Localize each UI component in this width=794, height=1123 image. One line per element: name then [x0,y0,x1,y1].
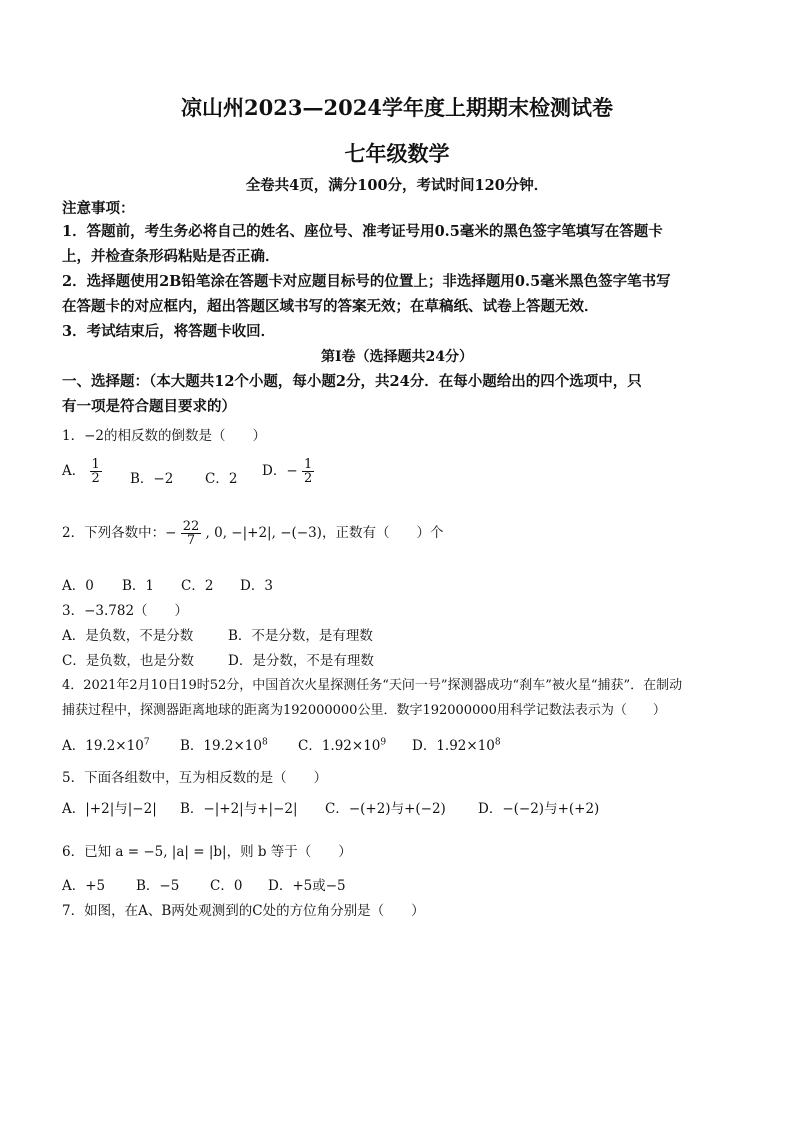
fraction-denominator: 2 [91,471,100,486]
option-label: A．19.2×10 [62,738,144,754]
exponent: 8 [494,737,501,748]
part-title: 第Ⅰ卷（选择题共24分） [320,349,474,365]
stem-text: 2．下列各数中：− [62,525,177,541]
question-5-option-d: D．−(−2)与+(+2) [478,801,600,817]
section-heading-b: 有一项是符合题目要求的） [62,398,236,415]
question-3-option-c: C．是负数，也是分数 [62,653,194,669]
note-2b: 在答题卡的对应框内，超出答题区域书写的答案无效；在草稿纸、试卷上答题无效． [62,298,599,315]
question-2-stem [62,520,443,547]
question-6-option-a: A．+5 [62,878,106,894]
question-5-stem: 5．下面各组数中，互为相反数的是（ ） [62,770,328,786]
question-2-option-c: C．2 [181,578,214,594]
notes-heading: 注意事项： [62,200,135,217]
question-1-option-a [62,458,102,485]
fraction-denominator: 2 [303,471,313,486]
option-label: D．− [262,463,298,479]
question-6-option-c: C．0 [210,878,243,894]
question-3-option-a: A．是负数，不是分数 [62,628,194,644]
question-2-option-a: A．0 [62,578,94,594]
note-3: 3．考试结束后，将答题卡收回． [62,323,276,340]
question-3-option-b: B．不是分数，是有理数 [228,628,373,644]
fraction-numerator: 1 [303,457,313,472]
question-1-stem: 1．−2的相反数的倒数是（ ） [62,428,266,444]
question-6-option-b: B．−5 [136,878,180,894]
question-1-option-b: B．−2 [130,471,174,487]
question-1-option-c: C．2 [205,471,238,487]
question-4-option-a [62,734,150,754]
note-1b: 上，并检查条形码粘贴是否正确． [62,248,280,265]
question-3-stem: 3．−3.782（ ） [62,603,189,619]
question-5-option-b: B．−|+2|与+|−2| [180,801,298,817]
question-2-option-b: B．1 [122,578,155,594]
question-4-stem-b: 捕获过程中，探测器距离地球的距离为192000000公里．数字192000000用科学记数法表示为（ ） [62,703,666,718]
exam-info: 全卷共4页，满分100分，考试时间120分钟． [245,177,549,194]
exam-title: 凉山州2023—2024学年度上期期末检测试卷 [181,95,613,120]
question-5-option-a: A．|+2|与|−2| [62,801,157,817]
exponent: 8 [261,737,268,748]
exponent: 9 [380,737,387,748]
question-3-option-d: D．是分数，不是有理数 [228,653,374,669]
fraction-numerator: 1 [91,457,100,472]
option-label: B．19.2×10 [180,738,262,754]
stem-text: , 0, −|+2|, −(−3)，正数有（ ）个 [205,525,444,541]
note-2a: 2．选择题使用2B铅笔涂在答题卡对应题目标号的位置上；非选择题用0.5毫米黑色签字笔书写 [62,273,671,290]
question-6-stem: 6．已知 a = −5, |a| = |b|，则 b 等于（ ） [62,844,352,860]
question-4-option-d [412,734,501,754]
fraction [302,458,314,485]
exponent: 7 [143,737,150,748]
exam-subtitle: 七年级数学 [344,141,450,166]
fraction-numerator: 22 [182,519,200,534]
option-label: C．1.92×10 [298,738,381,754]
question-6-option-d: D．+5或−5 [268,878,346,894]
question-1-option-d [262,458,314,485]
question-4-option-c [298,734,386,754]
question-4-stem-a: 4．2021年2月10日19时52分，中国首次火星探测任务“天问一号”探测器成功“刹车”被火星“捕获”．在制动 [62,678,683,693]
question-5-option-c: C．−(+2)与+(−2) [325,801,446,817]
question-2-option-d: D．3 [240,578,273,594]
fraction-denominator: 7 [186,533,196,548]
fraction [90,458,102,485]
question-7-stem: 7．如图，在A、B两处观测到的C处的方位角分别是（ ） [62,903,425,919]
fraction [181,520,202,547]
question-4-option-b [180,734,268,754]
option-label: A． [62,463,86,479]
section-heading-a: 一、选择题：（本大题共12个小题，每小题2分，共24分．在每小题给出的四个选项中，只 [62,373,642,390]
option-label: D．1.92×10 [412,738,495,754]
note-1a: 1．答题前，考生务必将自己的姓名、座位号、准考证号用0.5毫米的黑色签字笔填写在答题卡 [62,223,663,240]
